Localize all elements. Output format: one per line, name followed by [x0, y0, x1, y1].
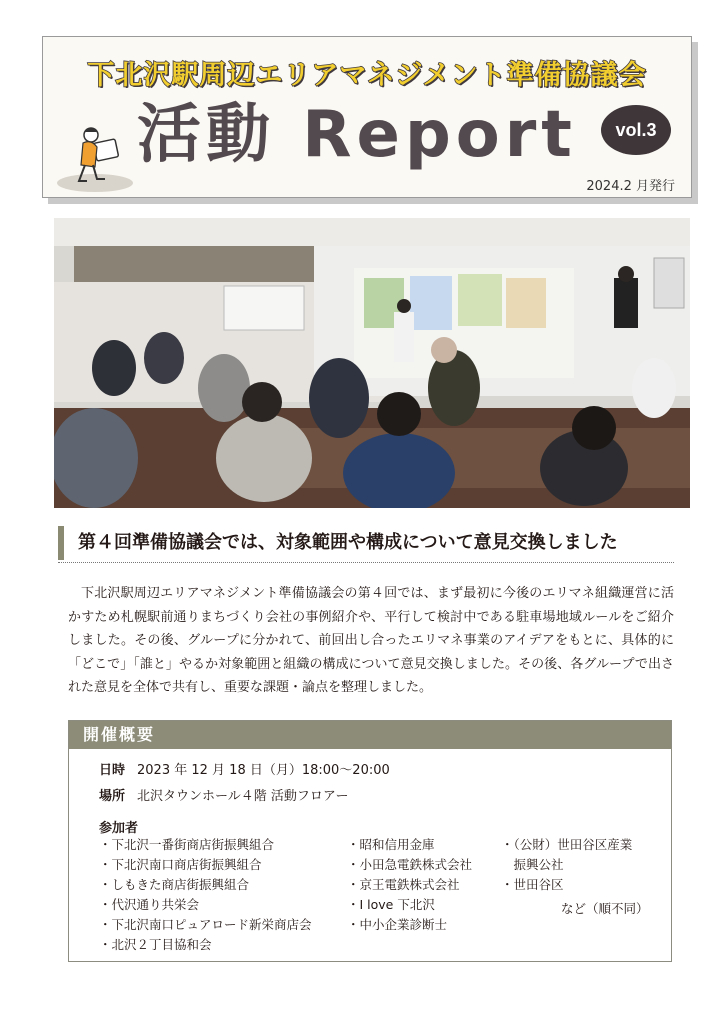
participant-item: ・代沢通り共栄会 — [99, 897, 200, 912]
place-value: 北沢タウンホール４階 活動フロアー — [137, 789, 349, 804]
participant-item: ・下北沢南口商店街振興組合 — [99, 857, 262, 872]
overview-title: 開催概要 — [69, 721, 671, 749]
volume-badge: vol.3 — [601, 105, 671, 155]
participant-item: ・中小企業診断士 — [347, 917, 448, 932]
organization-title: 下北沢駅周辺エリアマネジメント準備協議会 — [87, 60, 647, 91]
article-body: 下北沢駅周辺エリアマネジメント準備協議会の第４回では、まず最初に今後のエリマネ組織運営に活かすため札幌駅前通りまちづくり会社の事例紹介や、平行して検討中である駐車場地域ルールをご紹介しました。その後、グループに分かれて、前回出し合ったエリマネ事業のアイデアをもとに、具体的に「どこで」「誰と」やるか対象範囲と組織の構成について意見交換しました。その後、各グループで出された意見を全体で共有し、重要な課題・論点を整理しました。 — [68, 586, 674, 695]
event-overview-box — [68, 720, 672, 962]
participant-item: ・下北沢一番街商店街振興組合 — [99, 837, 275, 852]
issue-date: 2024.2 月発行 — [586, 179, 675, 194]
participant-item: ・北沢２丁目協和会 — [99, 937, 212, 952]
participant-item: ・京王電鉄株式会社 — [347, 877, 460, 892]
meeting-photo — [54, 218, 690, 508]
participant-item: ・（公財）世田谷区産業 — [501, 837, 633, 852]
reading-person-icon — [55, 123, 141, 193]
participants-column-2 — [347, 835, 472, 935]
participant-item: ・小田急電鉄株式会社 — [347, 857, 473, 872]
place-row — [99, 785, 349, 804]
participant-item: ・I love 下北沢 — [347, 897, 435, 912]
participant-item: ・下北沢南口ピュアロード新栄商店会 — [99, 917, 312, 932]
participant-item: ・昭和信用金庫 — [347, 837, 435, 852]
participants-column-3 — [501, 835, 632, 895]
participant-item: 振興公社 — [501, 857, 564, 872]
participants-column-1 — [99, 835, 312, 955]
date-value: 2023 年 12 月 18 日（月）18:00〜20:00 — [137, 763, 390, 778]
participant-item: ・しもきた商店街振興組合 — [99, 877, 250, 892]
article-heading: 第４回準備協議会では、対象範囲や構成について意見交換しました — [58, 526, 678, 560]
participants-label: 参加者 — [99, 821, 139, 836]
report-title: 活動 Report — [137, 98, 577, 172]
date-row — [99, 759, 390, 778]
date-label: 日時 — [99, 763, 126, 778]
report-header — [42, 36, 692, 198]
heading-divider — [58, 562, 674, 563]
order-note: など（順不同） — [561, 901, 649, 916]
participant-item: ・世田谷区 — [501, 877, 564, 892]
place-label: 場所 — [99, 789, 126, 804]
